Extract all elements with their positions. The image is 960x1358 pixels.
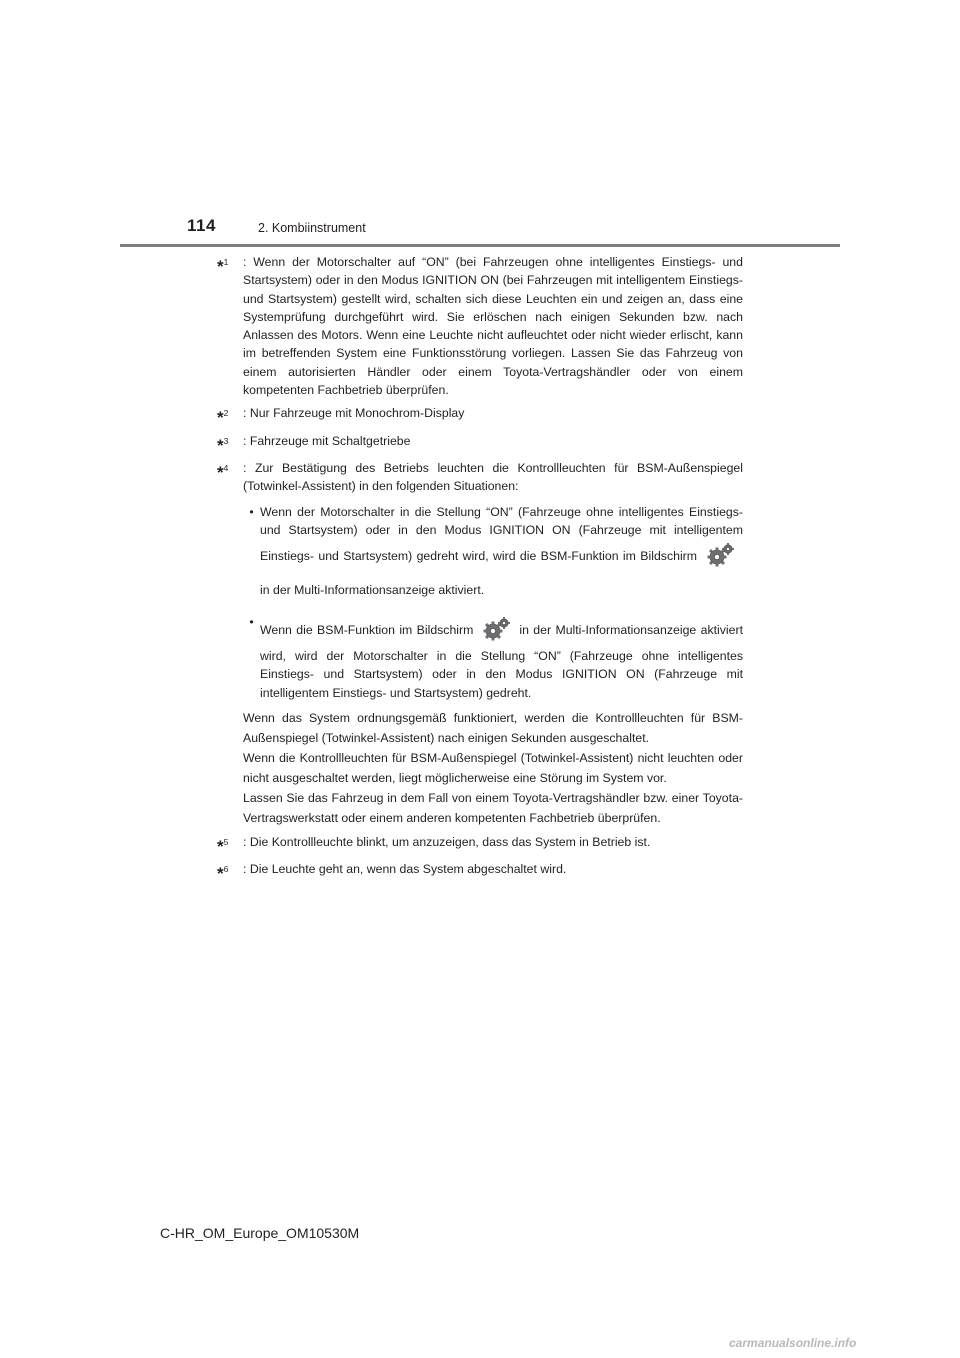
paragraph: Lassen Sie das Fahrzeug in dem Fall von einem Toyota-Vertragshändler bzw. einer Toyota-Vertragswerkstatt oder einem anderen kompetenten Fachbetrieb überprüfen.: [243, 791, 743, 826]
settings-gear-icon: [481, 616, 511, 642]
footnote-text: : Wenn der Motorschalter auf “ON” (bei Fahrzeugen ohne intelligentes Einstiegs- und Startsystem) oder in den Modus IGNITION ON (bei Fahrzeugen mit intelligentem Einstiegs- und Startsystem) gestellt wird, schalten sich diese Leuchten ein und zeigen an, dass eine Systemprüfung durchgeführt wird. Sie erlöschen nach einigen Sekunden bzw. nach Anlassen des Motors. Wenn eine Leuchte nicht aufleuchtet oder nicht wieder erlischt, kann im betreffenden System eine Funktionsstörung vorliegen. Lassen Sie das Fahrzeug von einem autorisierten Händler oder einem Toyota-Vertragshändler oder von einem kompetenten Fachbetrieb überprüfen.: [243, 255, 743, 398]
list-item: [243, 613, 743, 702]
footnotes: [217, 253, 743, 888]
footnote-text: : Die Leuchte geht an, wenn das System abgeschaltet wird.: [243, 862, 567, 877]
bullet-text: Bildschirm: [640, 549, 698, 564]
footnote-number: 2: [223, 408, 229, 419]
bullet-text: aktiviert wird, wird der Motorschalter in die Stellung “ON” (Fahrzeuge ohne intelligentes Einstiegs- und Startsystem) oder in den Modus IGNITION ON (Fahrzeuge mit intelligentem Einstiegs- und Startsystem) gedreht.: [260, 623, 743, 700]
page-number: 114: [187, 216, 216, 235]
paragraph: Wenn die Kontrollleuchten für BSM-Außenspiegel (Totwinkel-Assistent) nicht leuchten oder nicht ausgeschaltet werden, liegt möglicherweise eine Störung im System vor.: [243, 751, 743, 786]
footnote-star: *: [217, 864, 224, 884]
watermark: carmanualsonline.info: [729, 1336, 857, 1350]
footnote-star: *: [217, 462, 224, 482]
bullet-list: [243, 503, 743, 702]
footnote-star: *: [217, 257, 224, 276]
footnote-number: 3: [223, 435, 229, 446]
footnote-star: *: [217, 435, 224, 455]
footnote-star: *: [217, 408, 224, 428]
footnote-4: [217, 459, 743, 828]
footnote-6: [217, 860, 743, 882]
section-title: 2. Kombiinstrument: [258, 221, 366, 235]
footnote-number: 1: [223, 257, 229, 267]
footnote-number: 6: [223, 864, 229, 875]
header-divider: [120, 244, 840, 247]
footnote-text: : Nur Fahrzeuge mit Monochrom-Display: [243, 406, 465, 421]
bullet-text: Wenn die BSM-Funktion im Bildschirm: [260, 623, 474, 638]
footnote-text: : Fahrzeuge mit Schaltgetriebe: [243, 433, 411, 448]
bullet-text: Wenn der Motorschalter in die Stellung “ON” (Fahrzeuge ohne intelligentes Einstiegs- und Startsystem) oder in den Modus IGNITION ON (Fahrzeuge mit intelligentem Einstiegs- und Startsystem) gedreht wird, wird die BSM-Funktion im: [260, 504, 743, 564]
paragraph: Wenn das System ordnungsgemäß funktioniert, werden die Kontrollleuchten für BSM-Außenspiegel (Totwinkel-Assistent) nach einigen Sekunden ausgeschaltet.: [243, 711, 743, 746]
bullet-dot: •: [249, 615, 254, 630]
footnote-number: 4: [223, 462, 229, 473]
bullet-dot: •: [249, 504, 254, 519]
footnote-2: [217, 404, 743, 426]
footnote-1: [217, 253, 743, 399]
footnote-star: *: [217, 837, 224, 857]
footnote-number: 5: [223, 837, 229, 848]
footnote-text: : Die Kontrollleuchte blinkt, um anzuzeigen, dass das System in Betrieb ist.: [243, 835, 651, 850]
bullet-text: in der Multi-Informationsanzeige: [519, 623, 697, 638]
footnote-text: : Zur Bestätigung des Betriebs leuchten die Kontrollleuchten für BSM-Außenspiegel (Totwinkel-Assistent) in den folgenden Situationen:: [243, 460, 743, 494]
list-item: [243, 503, 743, 608]
document-footer: C-HR_OM_Europe_OM10530M: [160, 1225, 360, 1241]
settings-gear-icon: [705, 542, 735, 568]
footnote-3: [217, 432, 743, 454]
footnote-5: [217, 833, 743, 855]
bullet-text: in der Multi-Informationsanzeige aktiviert.: [260, 583, 485, 598]
